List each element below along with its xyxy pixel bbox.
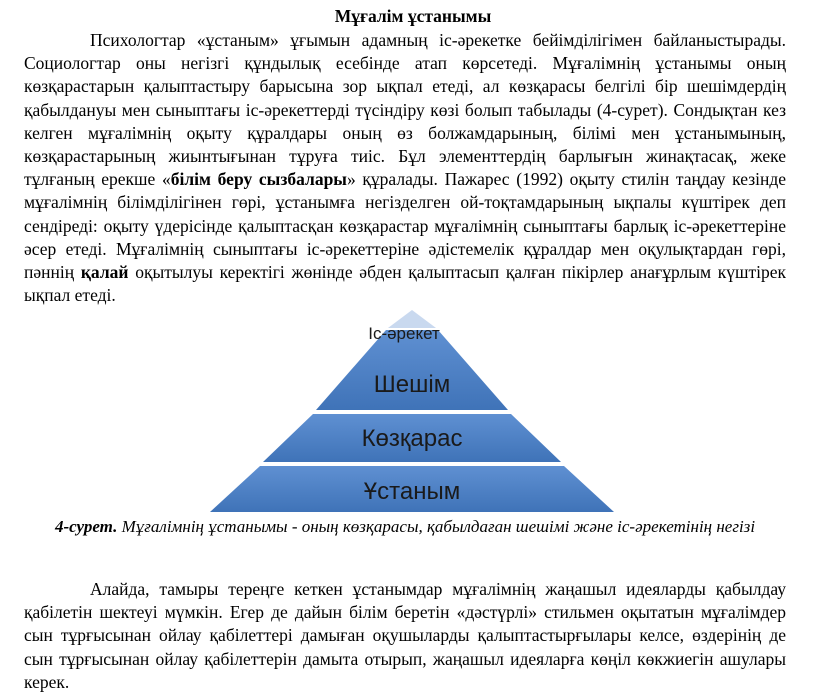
paragraph-1-bold-term: білім беру сызбалары — [170, 169, 347, 190]
document-title: Мұғалім ұстанымы — [334, 6, 492, 26]
paragraph-1 — [24, 29, 786, 307]
caption-text: Мұғалімнің ұстанымы - оның көзқарасы, қабылдаған шешімі және іс-әрекетінің негізі — [117, 517, 756, 536]
paragraph-1-text-c: оқытылуы керектігі жөнінде әбден қалыптасып қалған пікірлер анағұрлым күштірек ықпал етеді. — [24, 262, 787, 306]
pyramid-figure — [0, 310, 826, 520]
pyramid-label-view: Көзқарас — [361, 425, 463, 452]
pyramid-label-stance: Ұстаным — [363, 478, 461, 505]
pyramid-diagram — [0, 310, 826, 520]
caption-label: 4-сурет. — [54, 517, 118, 536]
paragraph-1-text-b: » құралады. Пажарес (1992) оқыту стилін таңдау кезінде мұғалімнің білімділігінен гөрі, ұстанымға негізделген ой-тоқтамдарының ықпалы күштірек деп сендіреді: оқыту үдерісінде қалыптасқан көзқарастар мұғалімнің сыныптағы барлық іс-әрекеттеріне әсер етеді. Мұғалімнің сыныптағы іс-әрекеттеріне әдістемелік құралдар мен оқулықтардан гөрі, пәннің — [24, 169, 787, 283]
paragraph-1-bold-word: қалай — [80, 262, 129, 283]
paragraph-2: Алайда, тамыры тереңге кеткен ұстанымдар мұғалімнің жаңашыл идеяларды қабылдау қабілетін шектеуі мүмкін. Егер де дайын білім беретін «дәстүрлі» стильмен оқытатын мұғалімдер сын тұрғысынан ойлау қабілеттері дамыған оқушыларды қалыптастырғылары келсе, өздерінің де сын тұрғысынан ойлау қабілеттерін дамыта отырып, жаңашыл идеяларға көңіл көкжиегін ашулары керек. — [24, 579, 786, 692]
pyramid-label-decision: Шешім — [373, 371, 451, 398]
paragraph-1-text-a: Психологтар «ұстаным» ұғымын адамның іс-әрекетке бейімділігімен байланыстырады. Социологтар оны негізгі құндылық есебінде атап көрсетеді. Мұғалімнің ұстанымы оның көзқарастарын қалыптастыру барысына зор ықпал етеді, ал көзқарасы белгілі бір шешімдердің қабылдануы мен сыныптағы іс-әрекеттерді түсіндіру көзі болып табылады (4-сурет). Сондықтан кез келген мұғалімнің оқыту құралдары оның өз болжамдарының, білімі мен ұстанымының, көзқарастарының жиынтығынан тұруға тиіс. Бұл элементтердің барлығын жинақтасақ, жеке тұлғаның ерекше « — [24, 30, 786, 190]
figure-caption — [24, 516, 786, 537]
pyramid-label-action: Іс-әрекет — [368, 324, 440, 343]
